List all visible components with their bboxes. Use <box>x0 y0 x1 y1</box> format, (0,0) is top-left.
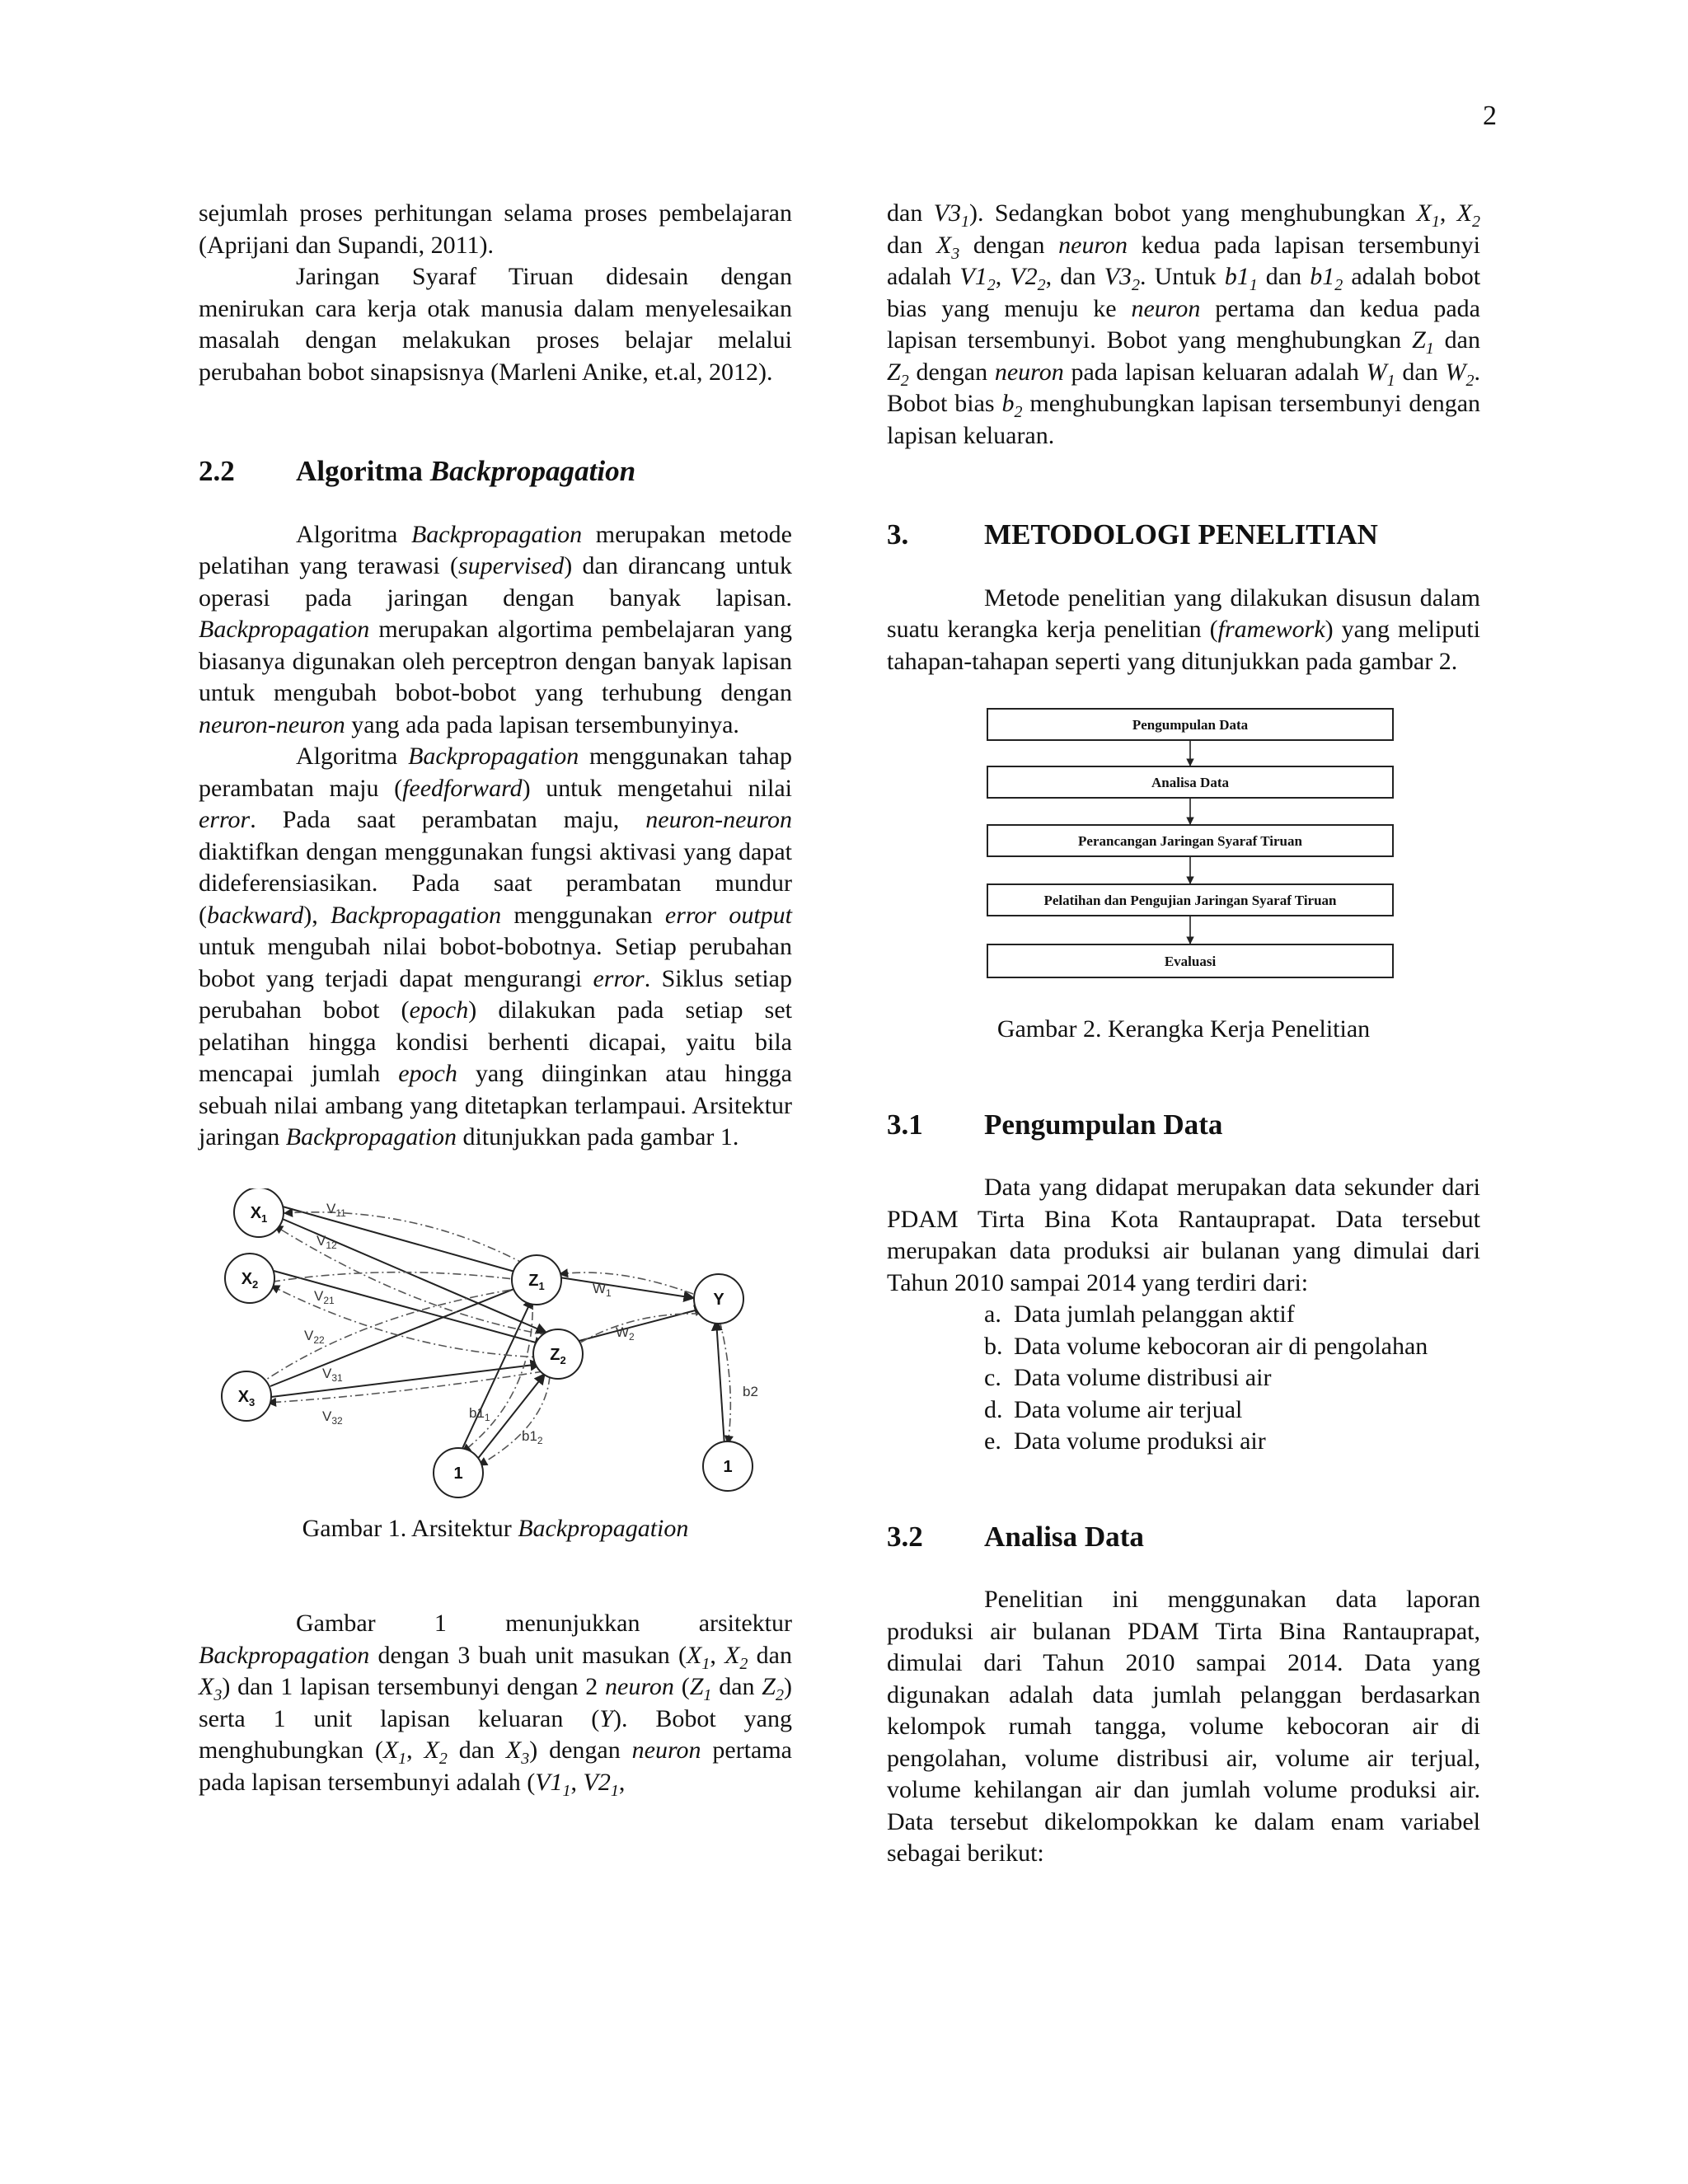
weight-label: $W_1$ <box>593 1280 612 1299</box>
weight-label: $V_{11}$ <box>326 1200 346 1219</box>
section-number: 2.2 <box>199 455 235 487</box>
weight-label: b2 <box>743 1383 758 1399</box>
backward-edge-y-bias2 <box>720 1320 730 1444</box>
right-column <box>887 198 1480 1870</box>
section-title: METODOLOGI PENELITIAN <box>984 518 1378 551</box>
section-title: Analisa Data <box>984 1520 1144 1553</box>
flow-step-label: Pelatihan dan Pengujian Jaringan Syaraf Tiruan <box>1043 893 1337 908</box>
edge-z2-y <box>570 1308 705 1343</box>
left-column <box>199 198 792 1798</box>
backward-edge-z1-x2 <box>263 1272 527 1282</box>
paragraph: Algoritma Backpropagation merupakan metode pelatihan yang terawasi (supervised) dan dirancang untuk operasi pada jaringan dengan banyak lapisan. Backpropagation merupakan algortima pembelajaran yang biasanya digunakan oleh perceptron dengan banyak lapisan untuk mengubah bobot-bobot yang terhubung dengan neuron-neuron yang ada pada lapisan tersembunyinya. <box>199 520 792 738</box>
paragraph: Algoritma Backpropagation menggunakan tahap perambatan maju (feedforward) untuk mengetahui nilai error. Pada saat perambatan maju, neuron-neuron diaktifkan dengan menggunakan fungsi aktivasi yang dapat dideferensiasikan. Pada saat perambatan mundur (backward), Backpropagation menggunakan error output untuk mengubah nilai bobot-bobotnya. Setiap perubahan bobot yang terjadi dapat mengurangi error. Siklus setiap perubahan bobot (epoch) dilakukan pada setiap set pelatihan hingga kondisi berhenti dicapai, yaitu bila mencapai jumlah epoch yang diinginkan atau hingga sebuah nilai ambang yang ditetapkan terlampaui. Arsitektur jaringan Backpropagation ditunjukkan pada gambar 1. <box>199 743 793 1151</box>
flow-step-label: Evaluasi <box>1164 954 1217 969</box>
paragraph: Gambar 1 menunjukkan arsitektur Backpropagation dengan 3 buah unit masukan ($X_1$, $X_2$ dan $X_3$) dan 1 lapisan tersembunyi dengan 2 neuron ($Z_1$ dan $Z_2$) serta 1 unit lapisan keluaran (Y). Bobot yang menghubungkan ($X_1$, $X_2$ dan $X_3$) dengan neuron pertama pada lapisan tersembunyi adalah ($V1_1$, $V2_1$, <box>199 1610 792 1800</box>
flow-step-label: Pengumpulan Data <box>1132 717 1249 733</box>
section-number: 3.1 <box>887 1108 923 1141</box>
figure-1-caption: Gambar 1. Arsitektur Backpropagation <box>302 1514 689 1542</box>
weight-label: $V_{31}$ <box>322 1365 343 1384</box>
backward-edge-z2-x3 <box>268 1371 543 1403</box>
paragraph: Data yang didapat merupakan data sekunder dari PDAM Tirta Bina Kota Rantauprapat. Data tersebut merupakan data produksi air bulanan yang dimulai dari Tahun 2010 sampai 2014 yang terdiri dari: <box>887 1174 1480 1296</box>
section-number: 3.2 <box>887 1520 923 1553</box>
section-heading-2-2 <box>199 456 792 488</box>
research-framework-flowchart <box>887 707 1480 1014</box>
flow-step-label: Perancangan Jaringan Syaraf Tiruan <box>1078 833 1302 849</box>
paragraph: Jaringan Syaraf Tiruan didesain dengan menirukan cara kerja otak manusia dalam menyelesaikan masalah dengan melakukan proses belajar melalui perubahan bobot sinapsisnya (Marleni Anike, et.al, 2012). <box>199 263 792 386</box>
backward-edge-y-z2 <box>570 1313 700 1348</box>
paragraph: Penelitian ini menggunakan data laporan produksi air bulanan PDAM Tirta Bina Rantauprapat, dimulai dari Tahun 2010 sampai 2014. Data yang digunakan adalah data jumlah pelanggan berdasarkan kelompok rumah tangga, volume kebocoran air di pengolahan, volume distribusi air, volume air terjual, volume kehilangan air dan jumlah volume produksi air. Data tersebut dikelompokkan ke dalam enam variabel sebagai berikut: <box>887 1586 1480 1867</box>
section-title: Pengumpulan Data <box>984 1108 1223 1141</box>
node-label: $Z_1$ <box>528 1271 545 1292</box>
figure-2-caption: Gambar 2. Kerangka Kerja Penelitian <box>996 1015 1371 1043</box>
list-item: b. Data volume kebocoran air di pengolahan <box>984 1332 1428 1360</box>
node-label: 1 <box>723 1457 733 1476</box>
section-title: Algoritma <box>296 455 430 487</box>
node-label: $X_2$ <box>241 1269 259 1291</box>
paragraph: Metode penelitian yang dilakukan disusun dalam suatu kerangka kerja penelitian (framework) yang meliputi tahapan-tahapan seperti yang ditunjukkan pada gambar 2. <box>887 583 1481 675</box>
weight-label: $b1_1$ <box>469 1404 490 1423</box>
node-label: 1 <box>453 1464 463 1483</box>
page-number: 2 <box>1483 101 1497 131</box>
paragraph: sejumlah proses perhitungan selama proses pembelajaran (Aprijani dan Supandi, 2011). <box>199 199 792 259</box>
section-heading-3-2 <box>887 1521 1480 1554</box>
weight-label: $b1_2$ <box>522 1427 543 1446</box>
node-label: $X_3$ <box>237 1387 256 1408</box>
flow-step-label: Analisa Data <box>1151 775 1229 790</box>
list-item: a. Data jumlah pelanggan aktif <box>984 1301 1295 1328</box>
node-label: Y <box>713 1290 724 1309</box>
section-heading-3-1 <box>887 1109 1480 1141</box>
weight-label: $W_2$ <box>616 1324 635 1343</box>
backpropagation-architecture-diagram <box>199 1188 792 1502</box>
section-number: 3. <box>887 518 909 551</box>
backward-edge-y-z1 <box>560 1272 693 1294</box>
list-item: d. Data volume air terjual <box>984 1395 1243 1423</box>
node-label: $Z_2$ <box>550 1345 566 1366</box>
weight-label: $V_{22}$ <box>304 1327 325 1346</box>
node-label: $X_1$ <box>250 1203 268 1225</box>
section-title-italic: Backpropagation <box>429 455 636 487</box>
weight-label: $V_{21}$ <box>314 1287 335 1306</box>
paragraph: dan $V3_1$). Sedangkan bobot yang menghubungkan $X_1$, $X_2$ dan $X_3$ dengan neuron kedua pada lapisan tersembunyi adalah $V1_2$, $V2_2$, dan $V3_2$. Untuk $b1_1$ dan $b1_2$ adalah bobot bias yang menuju ke neuron pertama dan kedua pada lapisan tersembunyi. Bobot yang menghubungkan $Z_1$ dan $Z_2$ dengan neuron pada lapisan keluaran adalah $W_1$ dan $W_2$. Bobot bias $b_2$ menghubungkan lapisan tersembunyi dengan lapisan keluaran. <box>887 199 1481 449</box>
backward-edge-z2-x2 <box>271 1286 545 1357</box>
list-item: c. Data volume distribusi air <box>984 1364 1272 1391</box>
section-heading-3 <box>887 519 1480 551</box>
list-item: e. Data volume produksi air <box>984 1427 1266 1455</box>
weight-label: $V_{12}$ <box>316 1232 337 1251</box>
data-list <box>887 1299 1480 1458</box>
weight-label: $V_{32}$ <box>322 1408 343 1427</box>
